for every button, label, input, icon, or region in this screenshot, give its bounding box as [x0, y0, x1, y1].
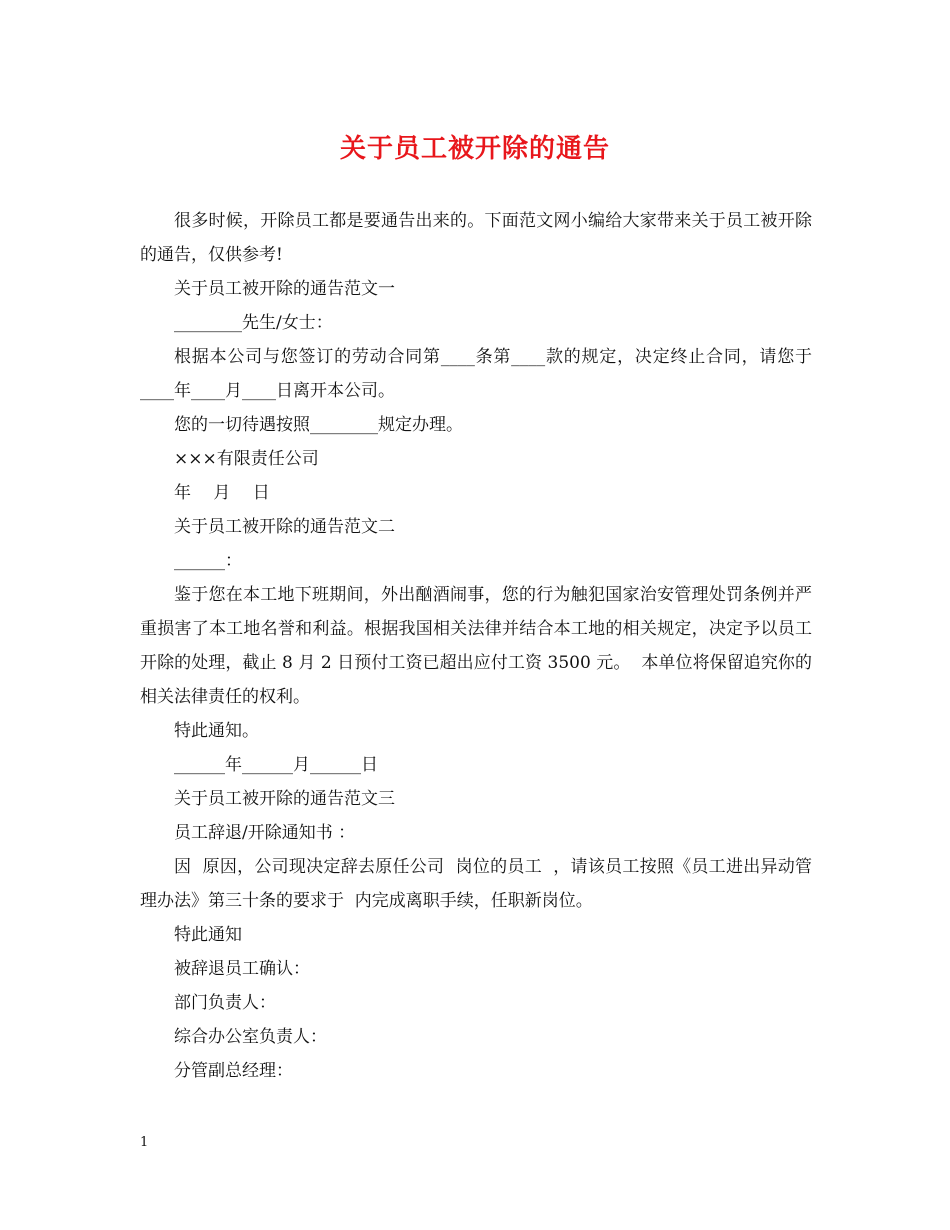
company-signature-1: ×××有限责任公司 [174, 449, 319, 469]
department-head-line: 部门负责人： [174, 993, 276, 1013]
notice-closing-3: 特此通知 [174, 925, 242, 945]
salutation-1: ________先生/女士： [174, 313, 333, 333]
page-number: 1 [140, 1135, 149, 1150]
section-heading-3: 关于员工被开除的通告范文三 [174, 789, 395, 809]
document-body [140, 204, 812, 1088]
paragraph-intro: 很多时候，开除员工都是要通告出来的。下面范文网小编给大家带来关于员工被开除的通告，仅供参考! [140, 211, 812, 265]
document-title: 关于员工被开除的通告 [339, 134, 610, 164]
deputy-gm-line: 分管副总经理： [174, 1061, 293, 1081]
date-line-1: 年 月 日 [174, 483, 270, 503]
paragraph-benefits: 您的一切待遇按照________规定办理。 [174, 415, 463, 435]
employee-confirmation-line: 被辞退员工确认： [174, 959, 310, 979]
notice-heading-3: 员工辞退/开除通知书 ： [174, 823, 356, 843]
paragraph-dismissal-reason: 鉴于您在本工地下班期间，外出酗酒闹事，您的行为触犯国家治安管理处罚条例并严重损害了本工地名誉和利益。根据我国相关法律并结合本工地的相关规定，决定予以员工开除的处理，截止 8 月 2 日预付工资已超出应付工资 3500 元。 本单位将保留追究你的相关法律责任的权利。 [140, 585, 812, 707]
salutation-2: ______： [174, 551, 242, 571]
section-heading-2: 关于员工被开除的通告范文二 [174, 517, 395, 537]
notice-closing-2: 特此通知。 [174, 721, 259, 741]
paragraph-resignation: 因 原因，公司现决定辞去原任公司 岗位的员工 ，请该员工按照《员工进出异动管理办法》第三十条的要求于 内完成离职手续，任职新岗位。 [140, 857, 812, 911]
paragraph-contract-termination: 根据本公司与您签订的劳动合同第____条第____款的规定，决定终止合同，请您于____年____月____日离开本公司。 [140, 347, 812, 401]
section-heading-1: 关于员工被开除的通告范文一 [174, 279, 395, 299]
date-line-2: ______年______月______日 [174, 755, 378, 775]
office-head-line: 综合办公室负责人： [174, 1027, 327, 1047]
